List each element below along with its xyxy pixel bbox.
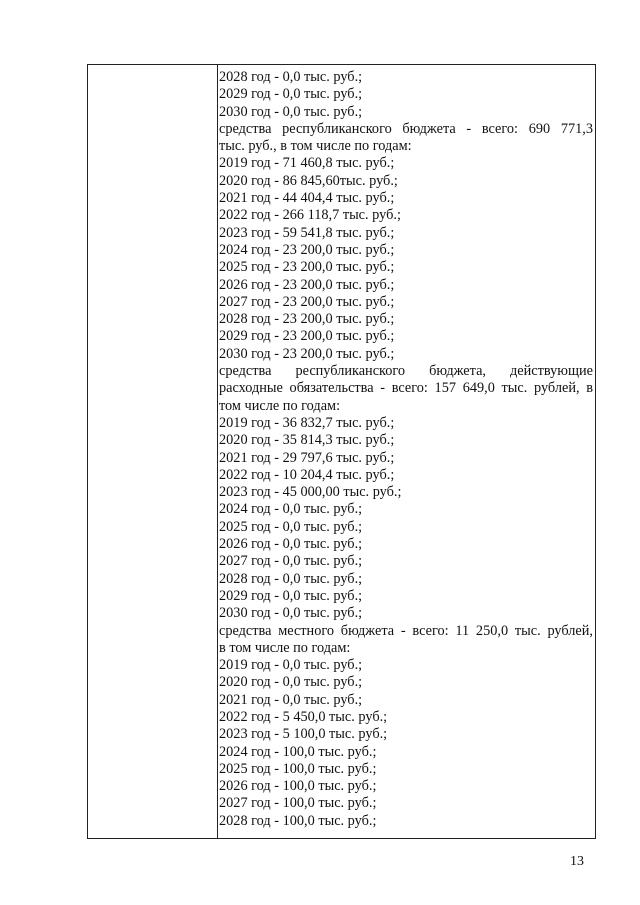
text-line: 2022 год - 266 118,7 тыс. руб.; (219, 207, 401, 224)
text-line: в том числе по годам: (219, 639, 351, 656)
text-line: 2023 год - 45 000,00 тыс. руб.; (219, 484, 402, 501)
text-line: 2025 год - 23 200,0 тыс. руб.; (219, 259, 395, 276)
text-line: 2025 год - 100,0 тыс. руб.; (219, 760, 377, 777)
text-line: 2020 год - 35 814,3 тыс. руб.; (219, 432, 395, 449)
page-number: 13 (570, 854, 584, 869)
text-line: 2019 год - 71 460,8 тыс. руб.; (219, 155, 395, 172)
text-line: 2028 год - 0,0 тыс. руб.; (219, 570, 363, 587)
text-line: средства республиканского бюджета, действующие (219, 363, 593, 380)
text-line: том числе по годам: (219, 397, 341, 414)
text-line: тыс. руб., в том числе по годам: (219, 138, 412, 155)
text-line: 2023 год - 59 541,8 тыс. руб.; (219, 224, 395, 241)
text-line: расходные обязательства - всего: 157 649,0 тыс. рублей, в (219, 380, 593, 397)
text-line: 2026 год - 100,0 тыс. руб.; (219, 778, 377, 795)
text-line: 2029 год - 0,0 тыс. руб.; (219, 587, 363, 604)
text-line: 2030 год - 0,0 тыс. руб.; (219, 103, 363, 120)
text-line: 2029 год - 23 200,0 тыс. руб.; (219, 328, 395, 345)
text-line: 2020 год - 86 845,60тыс. руб.; (219, 172, 398, 189)
text-line: 2022 год - 5 450,0 тыс. руб.; (219, 708, 388, 725)
text-line: 2027 год - 0,0 тыс. руб.; (219, 553, 363, 570)
text-line: 2021 год - 0,0 тыс. руб.; (219, 691, 363, 708)
text-line: 2019 год - 36 832,7 тыс. руб.; (219, 414, 395, 431)
text-line: средства республиканского бюджета - всего: 690 771,3 (219, 120, 593, 137)
budget-table (87, 64, 596, 839)
text-line: 2025 год - 0,0 тыс. руб.; (219, 518, 363, 535)
table-right-cell (218, 69, 595, 830)
text-line: 2022 год - 10 204,4 тыс. руб.; (219, 466, 395, 483)
text-line: 2027 год - 100,0 тыс. руб.; (219, 795, 377, 812)
text-line: 2026 год - 0,0 тыс. руб.; (219, 536, 363, 553)
text-line: 2026 год - 23 200,0 тыс. руб.; (219, 276, 395, 293)
text-line: 2030 год - 0,0 тыс. руб.; (219, 605, 363, 622)
text-line: 2024 год - 23 200,0 тыс. руб.; (219, 241, 395, 258)
text-line: 2019 год - 0,0 тыс. руб.; (219, 657, 363, 674)
text-line: 2028 год - 100,0 тыс. руб.; (219, 812, 377, 829)
text-line: 2023 год - 5 100,0 тыс. руб.; (219, 726, 388, 743)
text-line: 2027 год - 23 200,0 тыс. руб.; (219, 293, 395, 310)
text-line: 2028 год - 23 200,0 тыс. руб.; (219, 311, 395, 328)
text-line: 2028 год - 0,0 тыс. руб.; (219, 69, 363, 85)
text-line: 2024 год - 100,0 тыс. руб.; (219, 743, 377, 760)
text-line: средства местного бюджета - всего: 11 250,0 тыс. рублей, (219, 622, 593, 639)
text-line: 2029 год - 0,0 тыс. руб.; (219, 86, 363, 103)
text-line: 2021 год - 29 797,6 тыс. руб.; (219, 449, 395, 466)
text-line: 2030 год - 23 200,0 тыс. руб.; (219, 345, 395, 362)
text-line: 2020 год - 0,0 тыс. руб.; (219, 674, 363, 691)
text-line: 2021 год - 44 404,4 тыс. руб.; (219, 190, 395, 207)
text-line: 2024 год - 0,0 тыс. руб.; (219, 501, 363, 518)
